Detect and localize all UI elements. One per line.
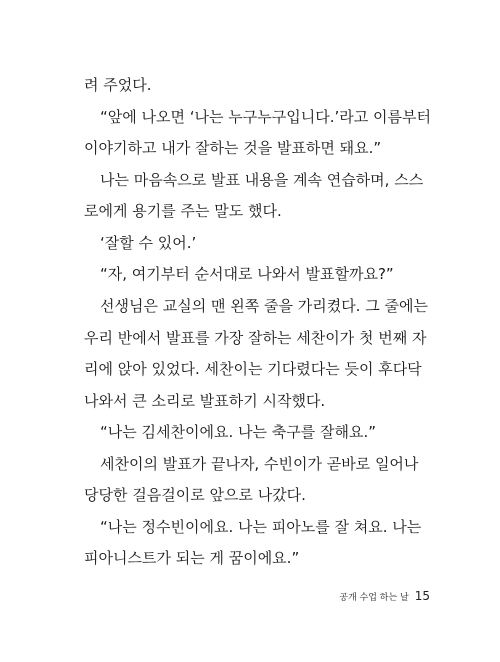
body-text-line: 당당한 걸음걸이로 앞으로 나갔다. xyxy=(84,486,306,504)
body-text-line: “앞에 나오면 ‘나는 누구누구입니다.’라고 이름부터 xyxy=(100,108,431,126)
body-text-line: 려 주었다. xyxy=(84,76,152,94)
body-text-line: “나는 김세찬이에요. 나는 축구를 잘해요.” xyxy=(100,423,376,441)
body-text-line: 우리 반에서 발표를 가장 잘하는 세찬이가 첫 번째 자 xyxy=(84,329,427,347)
body-text-line: 나와서 큰 소리로 발표하기 시작했다. xyxy=(84,392,326,410)
body-text-line: “자, 여기부터 순서대로 나와서 발표할까요?” xyxy=(100,265,394,283)
body-text-line: 리에 앉아 있었다. 세찬이는 기다렸다는 듯이 후다닥 xyxy=(84,360,422,378)
body-text-line: 선생님은 교실의 맨 왼쪽 줄을 가리켰다. 그 줄에는 xyxy=(100,297,428,315)
running-chapter-title: 공개 수업 하는 날 xyxy=(339,593,409,603)
body-text-line: 나는 마음속으로 발표 내용을 계속 연습하며, 스스 xyxy=(100,171,424,189)
body-text-line: 로에게 용기를 주는 말도 했다. xyxy=(84,202,282,220)
body-text-line: 이야기하고 내가 잘하는 것을 발표하면 돼요.” xyxy=(84,139,382,157)
body-text-line: 피아니스트가 되는 게 꿈이에요.” xyxy=(84,549,300,567)
body-text-line: ‘잘할 수 있어.’ xyxy=(100,234,197,252)
body-text-line: 세찬이의 발표가 끝나자, 수빈이가 곧바로 일어나 xyxy=(100,455,419,473)
body-text-line: “나는 정수빈이에요. 나는 피아노를 잘 쳐요. 나는 xyxy=(100,518,422,536)
page-footer xyxy=(300,589,430,605)
page-number: 15 xyxy=(414,589,430,603)
